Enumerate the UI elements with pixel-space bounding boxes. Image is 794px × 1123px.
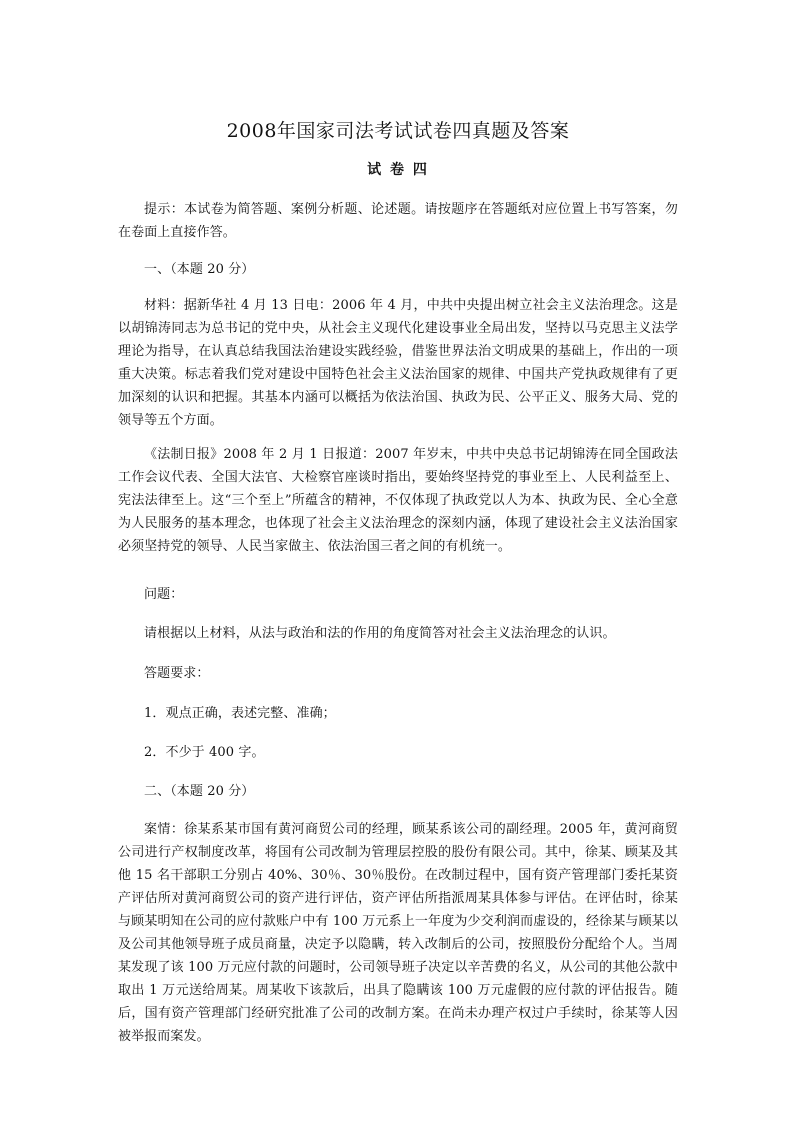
question-2-case: 案情：徐某系某市国有黄河商贸公司的经理，顾某系该公司的副经理。2005 年，黄河商贸公司进行产权制度改革，将国有公司改制为管理层控股的股份有限公司。其中，徐某、顾某及其他 15 名干部职工分别占 40%、30％、30％股份。在改制过程中，国有资产管理部门委托某资产评估所对黄河商贸公司的资产进行评估，资产评估所指派周某具体参与评估。在评估时，徐某与顾某明知在公司的应付款账户中有 100 万元系上一年度为少交利润而虚设的，经徐某与顾某以及公司其他领导班子成员商量，决定予以隐瞒，转入改制后的公司，按照股份分配给个人。当周某发现了该 100 万元应付款的问题时，公司领导班子决定以辛苦费的名义，从公司的其他公款中取出 1 万元送给周某。周某收下该款后，出具了隐瞒该 100 万元虚假的应付款的评估报告。随后，国有资产管理部门经研究批准了公司的改制方案。在尚未办理产权过户手续时，徐某等人因被举报而案发。 [118, 822, 678, 1044]
question-2-heading: 二、（本题 20 分） [144, 784, 255, 799]
instruction-paragraph: 提示：本试卷为简答题、案例分析题、论述题。请按题序在答题纸对应位置上书写答案，勿在卷面上直接作答。 [118, 202, 678, 240]
question-1-prompt: 请根据以上材料，从法与政治和法的作用的角度简答对社会主义法治理念的认识。 [144, 626, 616, 641]
answer-requirements-label: 答题要求： [144, 666, 210, 681]
question-1-report: 《法制日报》2008 年 2 月 1 日报道：2007 年岁末，中共中央总书记胡锦涛在同全国政法工作会议代表、全国大法官、大检察官座谈时指出，要始终坚持党的事业至上、人民利益至上、宪法法律至上。这“三个至上”所蕴含的精神，不仅体现了执政党以人为本、执政为民、全心全意为人民服务的基本理念，也体现了社会主义法治理念的深刻内涵，体现了建设社会主义法治国家必须坚持党的领导、人民当家做主、依法治国三者之间的有机统一。 [118, 447, 678, 554]
question-label: 问题： [144, 587, 184, 602]
question-1-heading: 一、（本题 20 分） [144, 262, 255, 277]
question-1-material: 材料：据新华社 4 月 13 日电：2006 年 4 月，中共中央提出树立社会主义法治理念。这是以胡锦涛同志为总书记的党中央，从社会主义现代化建设事业全局出发，坚持以马克思主义法学理论为指导，在认真总结我国法治建设实践经验，借鉴世界法治文明成果的基础上，作出的一项重大决策。标志着我们党对建设中国特色社会主义法治国家的规律、中国共产党执政规律有了更加深刻的认识和把握。其基本内涵可以概括为依法治国、执政为民、公平正义、服务大局、党的领导等五个方面。 [118, 298, 678, 428]
document-title: 2008年国家司法考试试卷四真题及答案 [226, 119, 570, 142]
requirement-1: 1．观点正确，表述完整、准确； [144, 706, 336, 721]
document-subtitle: 试 卷 四 [367, 162, 429, 178]
requirement-2: 2．不少于 400 字。 [144, 745, 265, 760]
